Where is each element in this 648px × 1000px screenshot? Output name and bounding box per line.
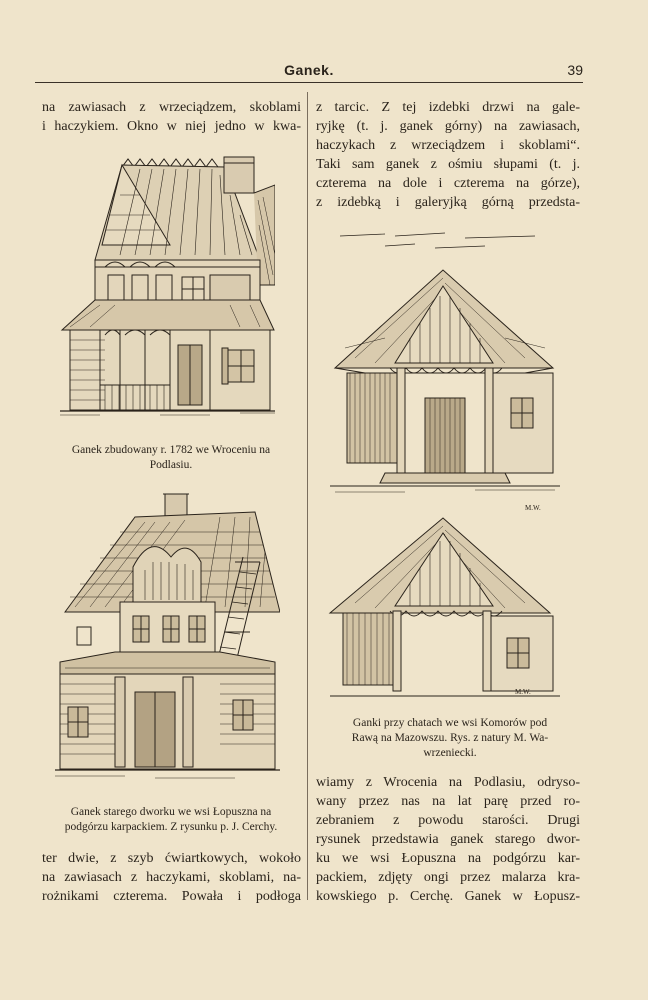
- text-line: ter dwie, z szyb ćwiartkowych, wokoło: [42, 851, 301, 866]
- figure1-caption: [38, 443, 304, 473]
- caption-line: wrzeniecki.: [423, 747, 477, 759]
- header-rule: [35, 82, 583, 83]
- artist-signature: M.W.: [525, 504, 541, 512]
- text-line: wany przez nas na lat parę przed ro-: [316, 794, 580, 809]
- figure-lopuszna-drawing: [55, 492, 280, 787]
- page-number: 39: [567, 62, 583, 78]
- figure-komorow-drawing: [325, 228, 570, 706]
- running-head: [35, 62, 583, 82]
- caption-line: podgórzu karpackiem. Z rysunku p. J. Cerchy.: [64, 821, 278, 833]
- figure2-caption: [38, 805, 304, 835]
- caption-line: Ganek starego dworku we wsi Łopuszna na: [70, 806, 272, 818]
- text-line: rysunek przedstawia ganek starego dwor-: [316, 832, 580, 847]
- text-line: ryjkę (t. j. ganek górny) na zawiasach,: [316, 119, 580, 134]
- text-line: Taki sam ganek z ośmiu słupami (t. j.: [316, 157, 580, 172]
- text-line: z tarcic. Z tej izdebki drzwi na gale-: [316, 100, 580, 115]
- figure-wrocen-drawing: [60, 155, 275, 417]
- left-top-text: [42, 98, 301, 136]
- caption-line: Rawą na Mazowszu. Rys. z natury M. Wa-: [351, 732, 549, 744]
- caption-line: Podlasiu.: [149, 459, 193, 471]
- text-line: z izdebką i galeryjką górną przedsta-: [316, 195, 580, 210]
- text-line: zebraniem z powodu starości. Drugi: [316, 813, 580, 828]
- text-line: packiem, zdjęty ongi przez malarza kra-: [316, 870, 580, 885]
- right-bottom-text: [316, 773, 580, 906]
- text-line: czterema na dole i czterema na górze),: [316, 176, 580, 191]
- artist-signature: M.W.: [515, 688, 531, 696]
- right-top-text: [316, 98, 580, 212]
- text-line: i haczykiem. Okno w niej jedno w kwa-: [42, 119, 301, 134]
- left-bottom-text: [42, 849, 301, 906]
- text-line: ku we wsi Łopuszna na podgórzu kar-: [316, 851, 580, 866]
- text-line: na zawiasach z wrzeciądzem, skoblami: [42, 100, 301, 115]
- figure-komorow-porches: [325, 228, 570, 706]
- text-line: kowskiego p. Cerchę. Ganek w Łopusz-: [316, 889, 580, 904]
- text-line: haczykach z wrzeciądzem i skoblami“.: [316, 138, 580, 153]
- text-line: rożnikami czterema. Powała i podłoga: [42, 889, 301, 904]
- figure-lopuszna-porch: [55, 492, 280, 787]
- caption-line: Ganek zbudowany r. 1782 we Wroceniu na: [71, 444, 271, 456]
- figure-wrocen-porch: [60, 155, 275, 417]
- column-divider: [307, 92, 308, 900]
- text-line: wiamy z Wrocenia na Podlasiu, odryso-: [316, 775, 580, 790]
- page-title: Ganek.: [284, 62, 334, 78]
- caption-line: Ganki przy chatach we wsi Komorów pod: [352, 717, 548, 729]
- figure3-caption: [312, 716, 588, 761]
- text-line: na zawiasach z haczykami, skoblami, na-: [42, 870, 301, 885]
